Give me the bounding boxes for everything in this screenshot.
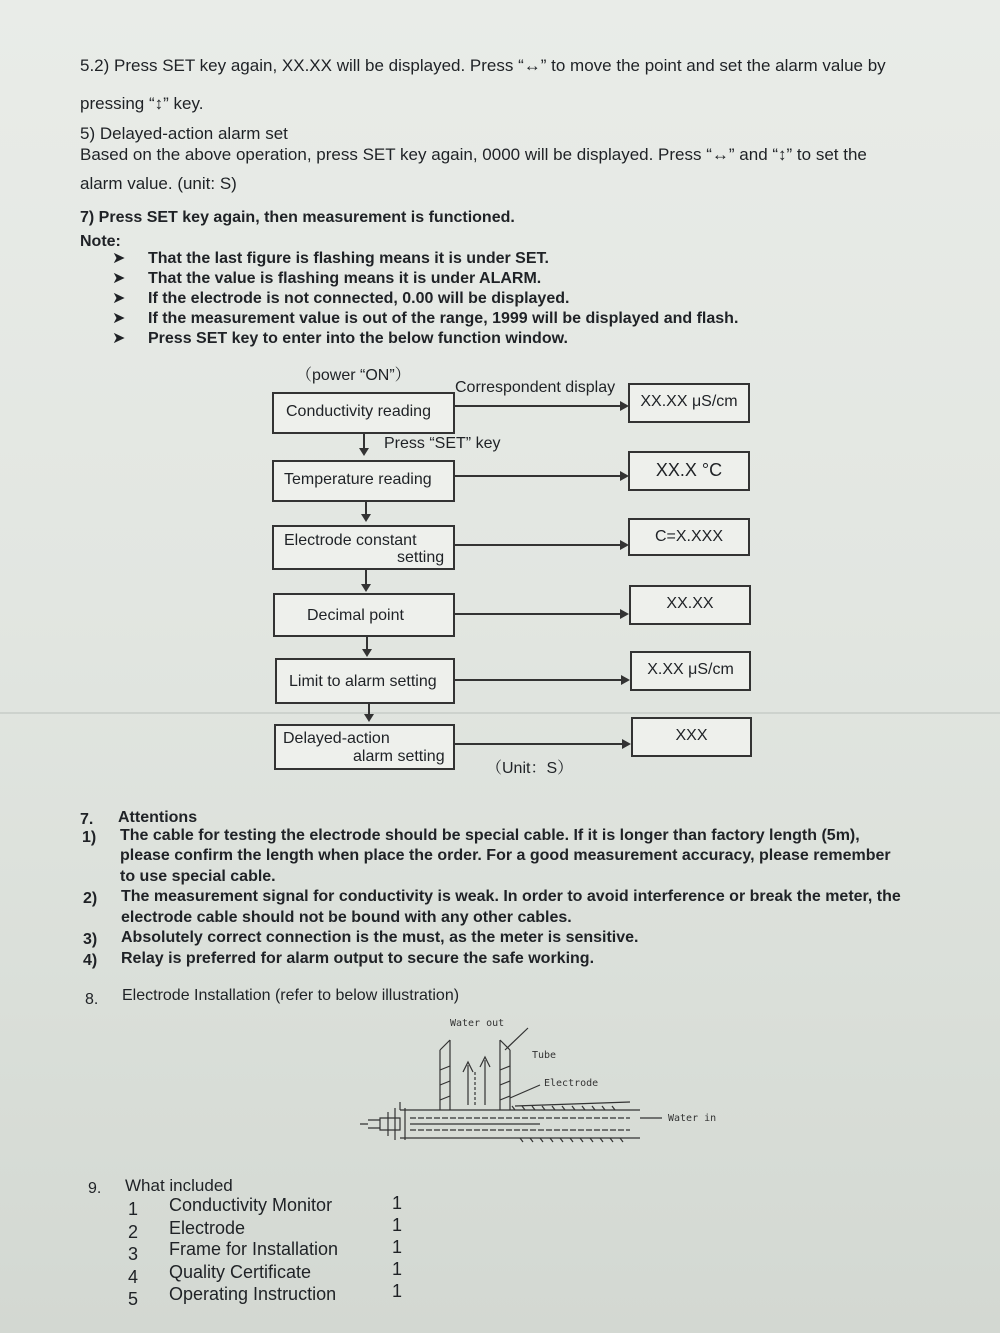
flow-step-temperature: Temperature reading <box>272 460 455 502</box>
delayed-alarm-heading: 5) Delayed-action alarm set <box>80 124 288 143</box>
included-item-name: Operating Instruction <box>169 1284 337 1304</box>
flow-arrow <box>455 405 620 407</box>
bullet-arrow-icon: ➤ <box>112 290 126 307</box>
arrow-down-icon <box>359 448 369 456</box>
included-item-name: Electrode <box>169 1218 246 1238</box>
flow-arrow <box>455 613 620 615</box>
attention-item: 3) Absolutely correct connection is the must, as the meter is sensitive. <box>83 929 639 948</box>
included-quantity: 1 <box>392 1215 403 1235</box>
included-item-name: Quality Certificate <box>169 1262 312 1282</box>
flow-arrow <box>455 679 621 681</box>
flow-step-delayed-alarm: Delayed-action alarm setting <box>274 724 455 770</box>
note-item: ➤ Press SET key to enter into the below function window. <box>112 330 568 347</box>
attention-item: 4) Relay is preferred for alarm output to secure the safe working. <box>83 950 595 969</box>
included-quantity: 1 <box>392 1193 403 1213</box>
flow-step-conductivity: Conductivity reading <box>272 392 455 434</box>
included-quantity: 1 <box>392 1281 403 1301</box>
display-limit-alarm: X.XX μS/cm <box>630 651 751 691</box>
delayed-alarm-text-cont: alarm value. (unit: S) <box>80 174 237 193</box>
included-quantity: 1 <box>392 1237 403 1257</box>
flow-step-limit-alarm: Limit to alarm setting <box>275 658 455 704</box>
included-number: 3 <box>128 1244 139 1264</box>
note-item: ➤ That the value is flashing means it is under ALARM. <box>112 270 542 287</box>
included-item-name: Frame for Installation <box>169 1239 339 1259</box>
display-electrode-constant: C=X.XXX <box>628 518 750 556</box>
installation-heading: Electrode Installation (refer to below illustration) <box>122 987 460 1004</box>
attentions-heading: Attentions <box>118 809 198 826</box>
display-delayed-alarm: XXX <box>631 717 752 757</box>
section-number: 8. <box>85 991 99 1008</box>
flow-arrow <box>455 743 622 745</box>
water-in-label: Water in <box>668 1113 717 1124</box>
power-on-label: （power “ON”） <box>296 367 411 384</box>
delayed-alarm-text: Based on the above operation, press SET key again, 0000 will be displayed. Press “↔” and “↕” to set the <box>80 145 867 164</box>
electrode-installation-illustration <box>340 1010 740 1160</box>
correspondent-display-label: Correspondent display <box>455 379 616 396</box>
included-quantity: 1 <box>392 1259 403 1279</box>
flow-step-electrode-constant: Electrode constant setting <box>272 525 455 570</box>
arrow-right-icon <box>620 609 629 619</box>
electrode-label: Electrode <box>544 1078 599 1089</box>
display-decimal-point: XX.XX <box>629 585 751 625</box>
bullet-arrow-icon: ➤ <box>112 250 126 267</box>
arrow-down-icon <box>364 714 374 722</box>
included-number: 4 <box>128 1267 139 1287</box>
flow-arrow <box>455 475 620 477</box>
section-number: 9. <box>88 1180 102 1197</box>
water-out-label: Water out <box>450 1018 505 1029</box>
press-set-label: Press “SET” key <box>384 435 501 452</box>
note-item: ➤ If the electrode is not connected, 0.00 will be displayed. <box>112 290 570 307</box>
arrow-down-icon <box>361 514 371 522</box>
included-number: 2 <box>128 1222 139 1242</box>
arrow-down-icon <box>361 584 371 592</box>
note-item: ➤ If the measurement value is out of the range, 1999 will be displayed and flash. <box>112 310 739 327</box>
arrow-down-icon <box>362 649 372 657</box>
bullet-arrow-icon: ➤ <box>112 270 126 287</box>
note-item: ➤ That the last figure is flashing means it is under SET. <box>112 250 549 267</box>
step-5-2-line-cont: pressing “↕” key. <box>80 94 204 113</box>
note-label: Note: <box>80 233 121 250</box>
step-5-2-line: 5.2) Press SET key again, XX.XX will be displayed. Press “↔” to move the point and set the alarm value by <box>80 56 886 75</box>
arrow-right-icon <box>621 675 630 685</box>
flow-arrow <box>455 544 620 546</box>
unit-label: （Unit：S） <box>486 760 574 777</box>
paper-fold <box>0 712 1000 714</box>
included-heading: What included <box>125 1176 233 1195</box>
display-temperature: XX.X °C <box>628 451 750 491</box>
attention-item: 2) The measurement signal for conductivity is weak. In order to avoid interference or break the meter, the electrode cable should not be bound with any other cables. <box>83 888 901 926</box>
attention-item: 1) The cable for testing the electrode should be special cable. If it is longer than factory length (5m), please confirm the length when place the order. For a good measurement accuracy, please remember to use special cable. <box>82 827 891 885</box>
display-conductivity: XX.XX μS/cm <box>628 383 750 423</box>
bullet-arrow-icon: ➤ <box>112 330 126 347</box>
section-number: 7. <box>80 811 94 828</box>
included-item-name: Conductivity Monitor <box>169 1195 333 1215</box>
included-number: 5 <box>128 1289 139 1309</box>
arrow-right-icon <box>622 739 631 749</box>
tube-label: Tube <box>532 1050 557 1061</box>
flow-step-decimal-point: Decimal point <box>273 593 455 637</box>
included-number: 1 <box>128 1199 139 1219</box>
step-7-heading: 7) Press SET key again, then measurement is functioned. <box>80 209 515 226</box>
bullet-arrow-icon: ➤ <box>112 310 126 327</box>
